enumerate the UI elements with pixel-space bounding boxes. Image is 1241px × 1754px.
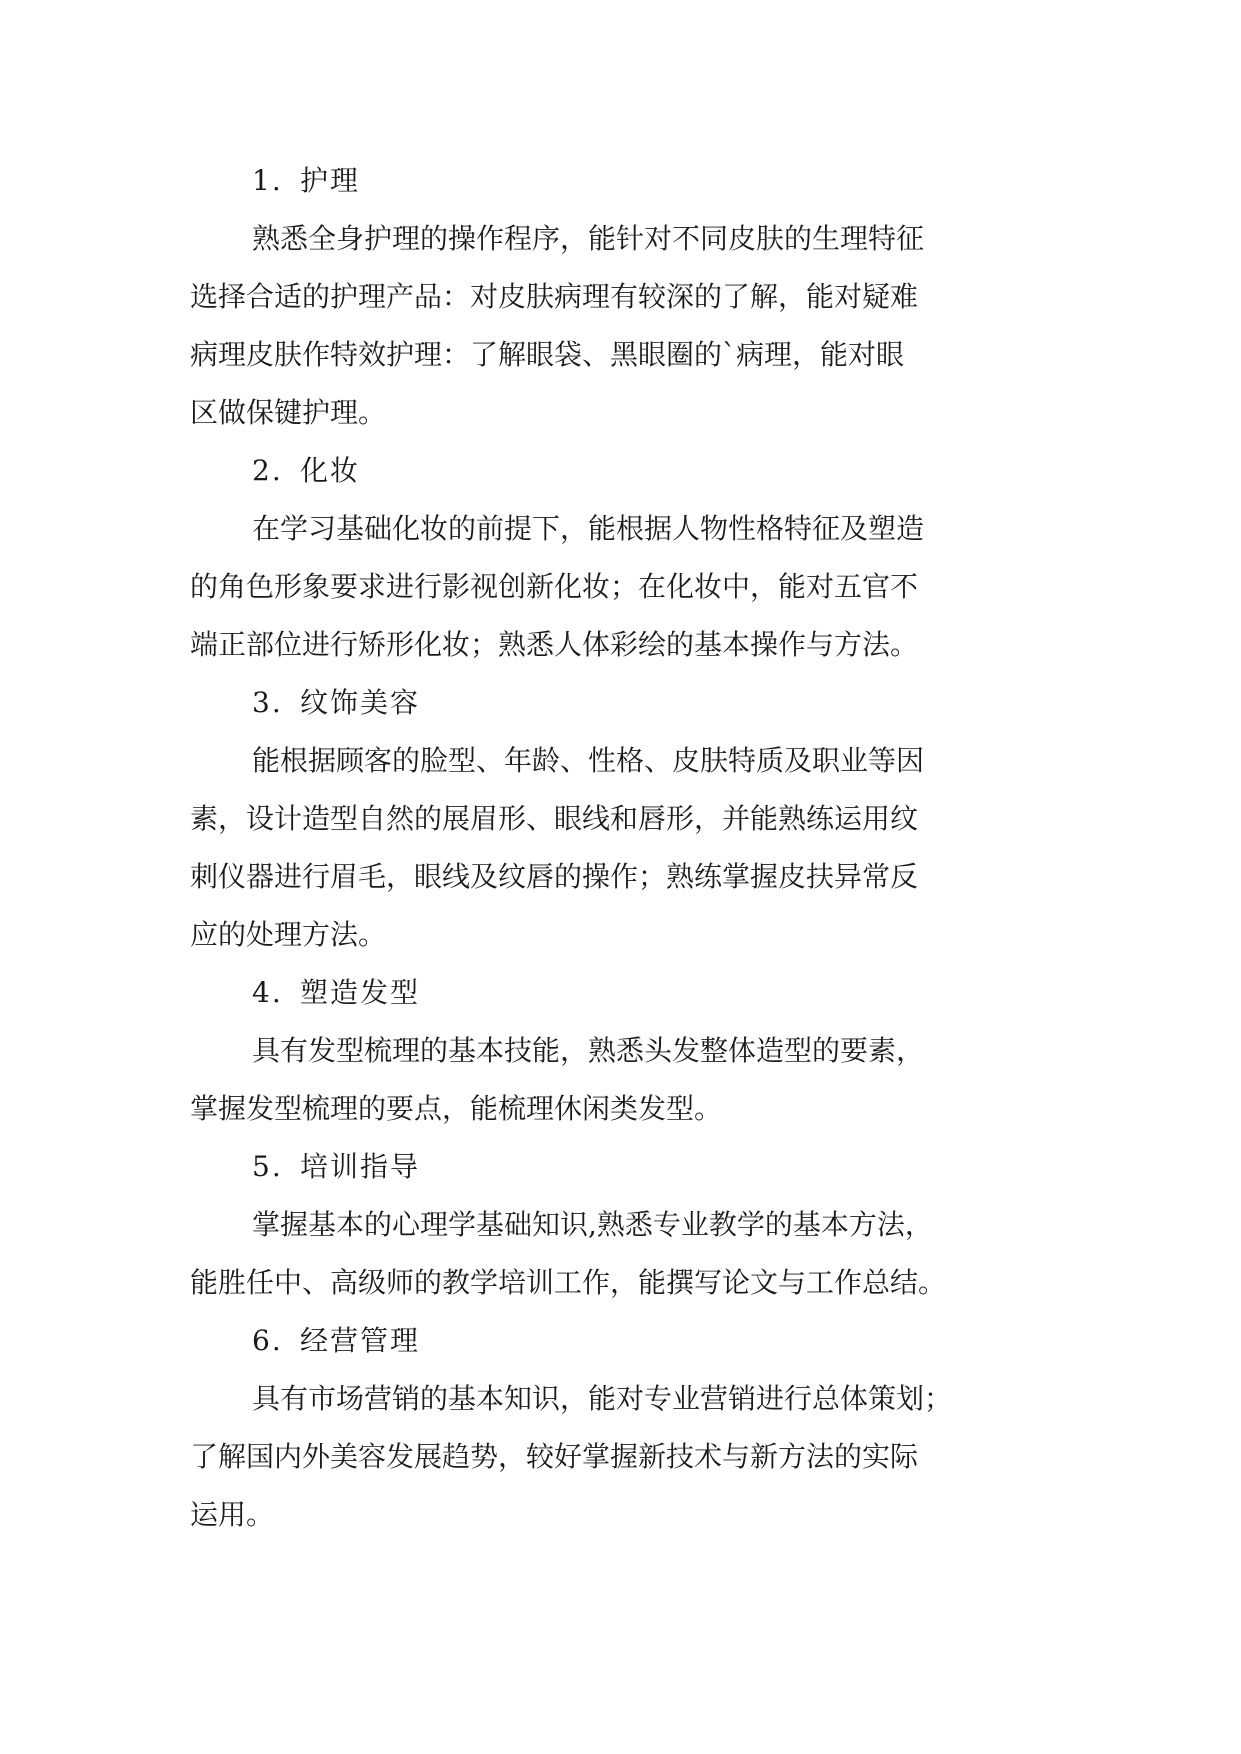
section-heading: [190, 442, 1052, 500]
paragraph-line: 熟悉全身护理的操作程序，能针对不同皮肤的生理特征: [252, 222, 925, 255]
section-heading: [190, 1138, 1052, 1196]
section-title: 经营管理: [300, 1324, 421, 1357]
section-heading: [190, 1312, 1052, 1370]
paragraph-line: 了解国内外美容发展趋势，较好掌握新技术与新方法的实际: [190, 1440, 919, 1473]
section-1: [190, 152, 1052, 442]
paragraph-line: 区做保键护理。: [190, 396, 387, 429]
paragraph-line: 运用。: [190, 1498, 275, 1531]
paragraph-line: 掌握发型梳理的要点，能梳理休闲类发型。: [190, 1092, 723, 1125]
paragraph-line: 能胜任中、高级师的教学培训工作，能撰写论文与工作总结。: [190, 1266, 947, 1299]
section-2: [190, 442, 1052, 674]
section-title: 塑造发型: [300, 976, 421, 1009]
paragraph-line: 在学习基础化妆的前提下，能根据人物性格特征及塑造: [252, 512, 925, 545]
section-number: 5.: [252, 1150, 283, 1183]
section-paragraph: [190, 500, 1052, 674]
section-heading: [190, 964, 1052, 1022]
section-title: 培训指导: [300, 1150, 421, 1183]
section-heading: [190, 674, 1052, 732]
section-4: [190, 964, 1052, 1138]
section-paragraph: [190, 1196, 1052, 1312]
paragraph-line: 素，设计造型自然的展眉形、眼线和唇形，并能熟练运用纹: [190, 802, 919, 835]
section-title: 纹饰美容: [300, 686, 421, 719]
section-paragraph: [190, 732, 1052, 964]
section-paragraph: [190, 1370, 1052, 1544]
section-number: 1.: [252, 164, 283, 197]
paragraph-line: 应的处理方法。: [190, 918, 387, 951]
paragraph-line: 具有市场营销的基本知识，能对专业营销进行总体策划；: [252, 1382, 953, 1415]
section-6: [190, 1312, 1052, 1544]
section-number: 2.: [252, 454, 283, 487]
paragraph-line: 的角色形象要求进行影视创新化妆；在化妆中，能对五官不: [190, 570, 919, 603]
paragraph-line: 刺仪器进行眉毛，眼线及纹唇的操作；熟练掌握皮扶异常反: [190, 860, 919, 893]
document-page: [190, 152, 1052, 1544]
paragraph-line: 选择合适的护理产品：对皮肤病理有较深的了解，能对疑难: [190, 280, 919, 313]
section-number: 4.: [252, 976, 283, 1009]
paragraph-line: 病理皮肤作特效护理：了解眼袋、黑眼圈的`病理，能对眼: [190, 338, 905, 371]
section-number: 3.: [252, 686, 283, 719]
section-3: [190, 674, 1052, 964]
section-title: 化妆: [300, 454, 361, 487]
section-title: 护理: [300, 164, 361, 197]
section-paragraph: [190, 1022, 1052, 1138]
paragraph-line: 能根据顾客的脸型、年龄、性格、皮肤特质及职业等因: [252, 744, 925, 777]
paragraph-line: 端正部位进行矫形化妆；熟悉人体彩绘的基本操作与方法。: [190, 628, 919, 661]
paragraph-line: 掌握基本的心理学基础知识,熟悉专业教学的基本方法，: [252, 1208, 933, 1241]
paragraph-line: 具有发型梳理的基本技能，熟悉头发整体造型的要素，: [252, 1034, 925, 1067]
section-number: 6.: [252, 1324, 283, 1357]
section-5: [190, 1138, 1052, 1312]
section-heading: [190, 152, 1052, 210]
section-paragraph: [190, 210, 1052, 442]
